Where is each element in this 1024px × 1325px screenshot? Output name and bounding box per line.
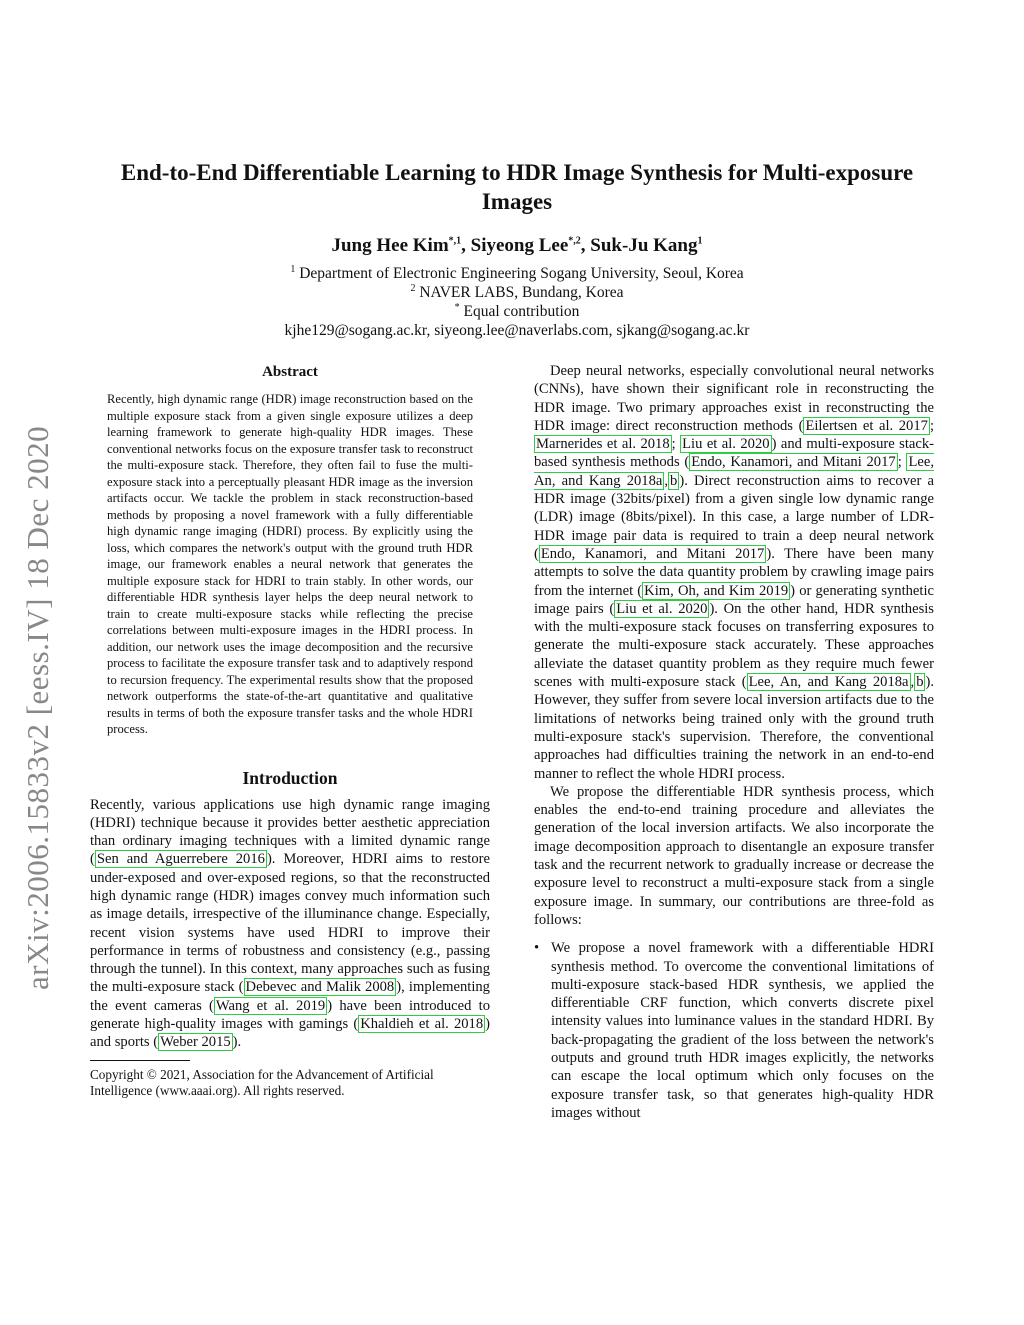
citation-link[interactable]: Sen and Aguerrebere 2016 — [96, 851, 265, 868]
citation-link[interactable]: Marnerides et al. 2018 — [536, 436, 670, 453]
author-name: Suk-Ju Kang — [590, 235, 698, 256]
paragraph-text: ). — [232, 1034, 242, 1051]
paragraph-text: ) and sports ( — [90, 1016, 491, 1051]
citation-link[interactable]: Liu et al. 2020 — [616, 600, 708, 617]
abstract-heading: Abstract — [262, 364, 318, 380]
citation-link[interactable]: Lee, An, and Kang 2018a — [534, 454, 934, 489]
citation-link[interactable]: b — [670, 472, 678, 489]
paragraph-text: ) or generating synthetic image pairs ( — [534, 582, 934, 617]
paragraph-text: ). There have been many attempts to solve the data quantity problem by crawling image pairs from the internet ( — [534, 545, 934, 599]
citation-separator: , — [910, 674, 915, 691]
affiliation-mark: 1 — [290, 263, 296, 275]
author-affiliation-mark: *,2 — [568, 235, 581, 247]
citation-link[interactable]: Wang et al. 2019 — [215, 997, 326, 1014]
citation-separator: ; — [929, 417, 935, 434]
affiliation-line — [92, 264, 942, 283]
equal-contribution-mark: * — [454, 301, 460, 313]
body-paragraph — [534, 362, 934, 783]
citation-link[interactable]: Endo, Kanamori, and Mitani 2017 — [540, 545, 765, 562]
body-paragraph: We propose the differentiable HDR synthesis process, which enables the end-to-end training procedure and alleviates the generation of the local inversion artifacts. We also incorporate the image decomposition approach to disentangle an exposure transfer task and the recurrent network to gradually increase or decrease the exposure level to reconstruct a multi-exposure stack from a single exposure image. In summary, our contributions are three-fold as follows: — [534, 783, 934, 928]
affiliation-text: NAVER LABS, Bundang, Korea — [419, 284, 624, 301]
citation-link[interactable]: Eilertsen et al. 2017 — [805, 417, 928, 434]
paragraph-text: Deep neural networks, especially convolutional neural networks (CNNs), have shown their significant role in reconstructing the HDR image. Two primary approaches exist in reconstructing the HDR image: direct reconstruction methods ( — [534, 363, 934, 434]
author-name: Siyeong Lee — [470, 235, 569, 256]
citation-separator: ; — [671, 436, 681, 453]
paragraph-text: ). Moreover, HDRI aims to restore under-exposed and over-exposed regions, so that the reconstructed high dynamic range (HDR) images convey much information such as image details, irrespective of the illuminance change. Especially, recent vision systems have used HDRI to improve their performance in terms of robustness and consistency (e.g., passing through the tunnel). In this context, many approaches such as fusing the multi-exposure stack ( — [90, 851, 490, 996]
citation-separator: ; — [897, 454, 907, 471]
introduction-paragraph — [90, 796, 490, 1052]
paragraph-text: ). Direct reconstruction aims to recover a HDR image (32bits/pixel) from a given single low dynamic range (LDR) image (8bits/pixel). In this case, a large number of LDR-HDR image pair data is required to train a deep neural network ( — [534, 472, 934, 562]
arxiv-identifier: arXiv:2006.15833v2 [eess.IV] 18 Dec 2020 — [20, 425, 55, 990]
citation-link[interactable]: Kim, Oh, and Kim 2019 — [644, 582, 789, 599]
equal-contribution-note — [92, 302, 942, 321]
citation-link[interactable]: Khaldieh et al. 2018 — [360, 1016, 484, 1033]
citation-link[interactable]: Liu et al. 2020 — [682, 436, 770, 453]
citation-link[interactable]: Weber 2015 — [160, 1034, 231, 1051]
paragraph-text: ). However, they suffer from severe local inversion artifacts due to the limitations of networks being trained only with the ground truth multi-exposure stack's supervision. Therefore, the conventional approaches had difficulties training the network in an end-to-end manner to reflect the whole HDRI process. — [534, 674, 934, 782]
paragraph-text: ), implementing the event cameras ( — [90, 979, 490, 1014]
paper-title: End-to-End Differentiable Learning to HDR Image Synthesis for Multi-exposure Images — [120, 160, 914, 214]
citation-link[interactable]: Lee, An, and Kang 2018a — [748, 674, 909, 691]
contribution-list-item — [534, 939, 934, 1122]
footnote-divider — [90, 1060, 190, 1061]
contribution-text: We propose a novel framework with a differentiable HDRI synthesis method. To overcome the conventional limitations of multi-exposure stack-based HDR synthesis, we applied the differentiable CRF function, which converts discrete pixel intensity values into luminance values in the standard HDRI. By back-propagating the gradient of the loss between the network's outputs and ground truth HDR images explicitly, the networks can escape the local optimum which only focuses on the exposure transfer task, so that generates high-quality HDR images without — [551, 940, 934, 1121]
affiliation-line — [92, 283, 942, 302]
author-affiliation-mark: *,1 — [448, 235, 462, 247]
author-name: Jung Hee Kim — [331, 235, 449, 256]
citation-link[interactable]: Endo, Kanamori, and Mitani 2017 — [691, 454, 896, 471]
author-emails: kjhe129@sogang.ac.kr, siyeong.lee@naverlabs.com, sjkang@sogang.ac.kr — [284, 322, 750, 339]
equal-contribution-text: Equal contribution — [463, 303, 580, 320]
affiliation-text: Department of Electronic Engineering Sogang University, Seoul, Korea — [299, 265, 744, 282]
citation-link[interactable]: b — [916, 674, 924, 691]
paragraph-text: ). On the other hand, HDR synthesis with the multi-exposure stack focuses on transferring exposures to generate the multi-exposure stack accurately. These approaches alleviate the dataset quantity problem as they require much fewer scenes with multi-exposure stack ( — [534, 600, 934, 691]
left-column — [90, 362, 490, 1099]
copyright-footnote: Copyright © 2021, Association for the Advancement of Artificial Intelligence (www.aaai.org). All rights reserved. — [90, 1066, 434, 1098]
paragraph-text: Recently, various applications use high dynamic range imaging (HDRI) technique because it provides better aesthetic appreciation than ordinary imaging techniques with a limited dynamic range ( — [90, 796, 490, 868]
citation-separator: , — [664, 472, 669, 489]
paragraph-text: ) have been introduced to generate high-quality images with gamings ( — [90, 997, 490, 1033]
bullet-icon: • — [534, 940, 540, 957]
affiliations — [92, 264, 942, 340]
author-list: Jung Hee Kim$^{*,1}$, Siyeong Lee$^{*,2}$, Suk-Ju Kang$^1$ — [331, 235, 703, 256]
citation-link[interactable]: Debevec and Malik 2008 — [245, 979, 395, 996]
introduction-heading: Introduction — [242, 767, 338, 788]
affiliation-mark: 2 — [410, 282, 416, 294]
right-column — [534, 362, 934, 1122]
paragraph-text: ) and multi-exposure stack-based synthesis methods ( — [534, 436, 934, 471]
author-affiliation-mark: 1 — [697, 235, 703, 247]
abstract-text: Recently, high dynamic range (HDR) image reconstruction based on the multiple exposure stack from a given single exposure utilizes a deep learning framework to generate high-quality HDR images. These conventional networks focus on the exposure transfer task to reconstruct the multi-exposure stack. Therefore, they often fail to fuse the multi-exposure stack into a perceptually pleasant HDR image as the inversion artifacts occur. We tackle the problem in stack reconstruction-based methods by proposing a novel framework with a fully differentiable high dynamic range imaging (HDRI) process. By explicitly using the loss, which compares the network's output with the ground truth HDR image, our framework enables a neural network that generates the multiple exposure stack for HDRI to train stably. In other words, our differentiable HDR synthesis layer helps the deep neural network to train to create multi-exposure stacks while reflecting the precise correlations between multi-exposure images in the HDRI process. In addition, our network uses the image decomposition and the recursive process to facilitate the exposure transfer task and to adaptively respond to recursion frequency. The experimental results show that the proposed network outperforms the state-of-the-art quantitative and qualitative results in terms of both the exposure transfer tasks and the whole HDRI process. — [107, 392, 473, 736]
